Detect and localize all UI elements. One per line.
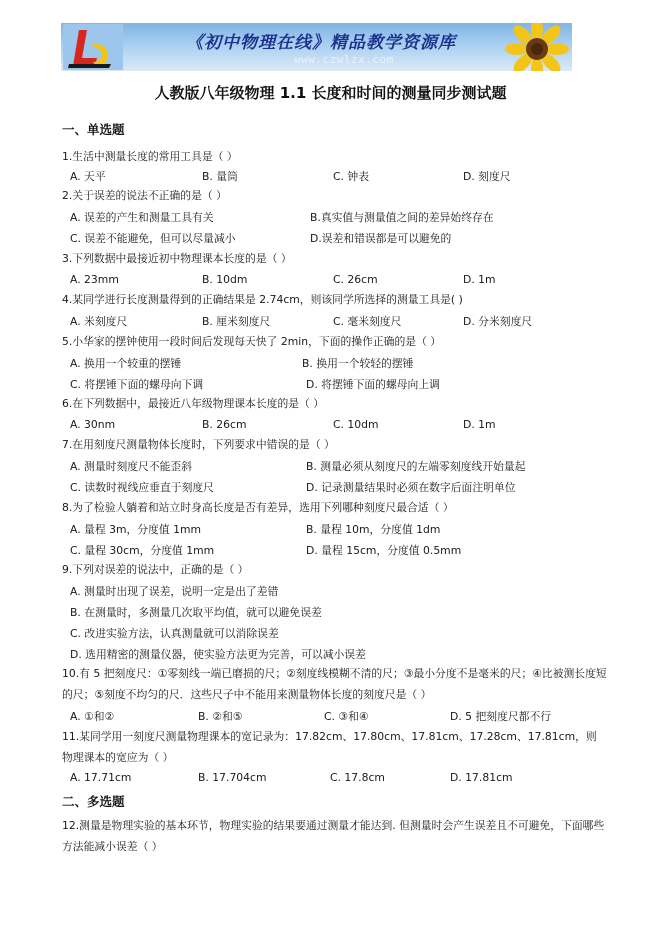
option: C. 将摆锤下面的螺母向下调 (70, 378, 204, 391)
question-stem: 7.在用刻度尺测量物体长度时，下列要求中错误的是（ ） (62, 438, 335, 451)
option: B. ②和⑤ (198, 710, 243, 723)
option: C. 毫米刻度尺 (333, 315, 402, 328)
question-stem: 1.生活中测量长度的常用工具是（ ） (62, 150, 238, 163)
option: D. 量程 15cm，分度值 0.5mm (306, 544, 462, 557)
option: D. 分米刻度尺 (463, 315, 533, 328)
option: D. 将摆锤下面的螺母向上调 (306, 378, 440, 391)
question-stem: 2.关于误差的说法不正确的是（ ） (62, 189, 227, 202)
option: D. 1m (463, 273, 496, 286)
option: C. ③和④ (324, 710, 369, 723)
option: A. ①和② (70, 710, 115, 723)
option: D. 刻度尺 (463, 170, 511, 183)
section-heading-single-choice: 一、单选题 (62, 122, 125, 137)
question-stem: 4.某同学进行长度测量得到的正确结果是 2.74cm，则该同学所选择的测量工具是( ) (62, 293, 463, 306)
question-stem: 8.为了检验人躺着和站立时身高长度是否有差异，选用下列哪种刻度尺最合适（ ） (62, 501, 454, 514)
option: B. 量程 10m，分度值 1dm (306, 523, 441, 536)
question-stem: 9.下列对误差的说法中，正确的是（ ） (62, 563, 249, 576)
option: A. 17.71cm (70, 771, 132, 784)
section-heading-multiple-choice: 二、多选题 (62, 794, 125, 809)
option: A. 测量时出现了误差，说明一定是出了差错 (70, 585, 279, 598)
question-stem: 6.在下列数据中，最接近八年级物理课本长度的是（ ） (62, 397, 325, 410)
option: C. 量程 30cm，分度值 1mm (70, 544, 215, 557)
option: A. 30nm (70, 418, 116, 431)
question-stem: 12.测量是物理实验的基本环节，物理实验的结果要通过测量才能达到. 但测量时会产生误差且不可避免，下面哪些方法能减小误差（ ） (62, 819, 605, 853)
option: A. 测量时刻度尺不能歪斜 (70, 460, 193, 473)
option: C. 17.8cm (330, 771, 385, 784)
question-stem: 11.某同学用一刻度尺测量物理课本的宽记录为：17.82cm、17.80cm、17.81cm、17.28cm、17.81cm，则物理课本的宽应为（ ） (62, 730, 597, 764)
option: A. 23mm (70, 273, 119, 286)
banner-title: 《初中物理在线》精品教学资源库 (186, 33, 456, 53)
option: A. 米刻度尺 (70, 315, 128, 328)
question-stem: 5.小华家的摆钟使用一段时间后发现每天快了 2min，下面的操作正确的是（ ） (62, 335, 442, 348)
option: B. 测量必须从刻度尺的左端零刻度线开始量起 (306, 460, 526, 473)
option: D. 记录测量结果时必须在数字后面注明单位 (306, 481, 516, 494)
option: C. 26cm (333, 273, 378, 286)
banner-url: www.czwlzx.com (294, 53, 394, 66)
option: C. 改进实验方法，认真测量就可以消除误差 (70, 627, 279, 640)
option: D. 1m (463, 418, 496, 431)
option: C. 钟表 (333, 170, 369, 183)
option: B.真实值与测量值之间的差异始终存在 (310, 211, 494, 224)
question-stem: 10.有 5 把刻度尺：①零刻线一端已磨损的尺；②刻度线模糊不清的尺；③最小分度不是毫米的尺；④比被测长度短的尺；⑤刻度不均匀的尺．这些尺子中不能用来测量物体长度的刻度尺是（ ） (62, 667, 607, 701)
option: B. 10dm (202, 273, 248, 286)
question-stem: 3.下列数据中最接近初中物理课本长度的是（ ） (62, 252, 292, 265)
option: B. 量筒 (202, 170, 238, 183)
option: C. 读数时视线应垂直于刻度尺 (70, 481, 214, 494)
option: A. 换用一个较重的摆锤 (70, 357, 182, 370)
site-logo-icon (63, 24, 123, 70)
option: D. 选用精密的测量仪器，使实验方法更为完善，可以减小误差 (70, 648, 366, 661)
option: A. 误差的产生和测量工具有关 (70, 211, 214, 224)
option: C. 误差不能避免，但可以尽量减小 (70, 232, 236, 245)
sunflower-icon (501, 23, 572, 71)
option: B. 在测量时，多测量几次取平均值，就可以避免误差 (70, 606, 322, 619)
option: B. 17.704cm (198, 771, 267, 784)
option: B. 厘米刻度尺 (202, 315, 271, 328)
option: B. 换用一个较轻的摆锤 (302, 357, 414, 370)
option: C. 10dm (333, 418, 379, 431)
header-banner (61, 23, 572, 71)
option: D. 5 把刻度尺都不行 (450, 710, 552, 723)
option: D. 17.81cm (450, 771, 513, 784)
option: A. 天平 (70, 170, 106, 183)
option: B. 26cm (202, 418, 247, 431)
option: D.误差和错误都是可以避免的 (310, 232, 452, 245)
page-title: 人教版八年级物理 1.1 长度和时间的测量同步测试题 (154, 84, 507, 102)
option: A. 量程 3m，分度值 1mm (70, 523, 201, 536)
